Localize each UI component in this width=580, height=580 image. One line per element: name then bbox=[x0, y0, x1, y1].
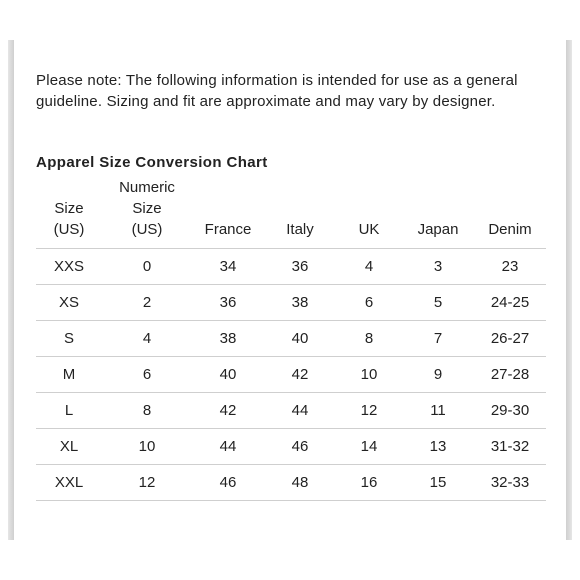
chart-title: Apparel Size Conversion Chart bbox=[36, 154, 268, 171]
table-row bbox=[36, 429, 546, 465]
cell-italy: 38 bbox=[264, 285, 336, 321]
table-row bbox=[36, 321, 546, 357]
cell-size: XXS bbox=[36, 249, 102, 285]
cell-denim: 32-33 bbox=[474, 465, 546, 501]
cell-denim: 27-28 bbox=[474, 357, 546, 393]
header-line: France bbox=[204, 221, 252, 238]
header-line: (US) bbox=[53, 221, 85, 238]
header-size-us bbox=[36, 177, 102, 249]
cell-numeric: 8 bbox=[102, 393, 192, 429]
cell-denim: 26-27 bbox=[474, 321, 546, 357]
cell-italy: 40 bbox=[264, 321, 336, 357]
cell-japan: 3 bbox=[402, 249, 474, 285]
header-line: (US) bbox=[131, 221, 163, 238]
header-line: Denim bbox=[488, 221, 532, 238]
cell-france: 34 bbox=[192, 249, 264, 285]
cell-size: XL bbox=[36, 429, 102, 465]
cell-japan: 13 bbox=[402, 429, 474, 465]
header-line: Size bbox=[54, 200, 84, 217]
table-row bbox=[36, 393, 546, 429]
table-row bbox=[36, 465, 546, 501]
cell-numeric: 12 bbox=[102, 465, 192, 501]
cell-france: 40 bbox=[192, 357, 264, 393]
header-italy bbox=[264, 177, 336, 249]
header-denim bbox=[474, 177, 546, 249]
cell-japan: 7 bbox=[402, 321, 474, 357]
cell-size: XS bbox=[36, 285, 102, 321]
cell-denim: 31-32 bbox=[474, 429, 546, 465]
cell-france: 44 bbox=[192, 429, 264, 465]
cell-japan: 5 bbox=[402, 285, 474, 321]
cell-japan: 11 bbox=[402, 393, 474, 429]
cell-italy: 46 bbox=[264, 429, 336, 465]
cell-uk: 6 bbox=[336, 285, 402, 321]
cell-numeric: 4 bbox=[102, 321, 192, 357]
header-line: Size bbox=[132, 200, 162, 217]
cell-italy: 42 bbox=[264, 357, 336, 393]
cell-size: S bbox=[36, 321, 102, 357]
content bbox=[36, 70, 546, 501]
cell-uk: 16 bbox=[336, 465, 402, 501]
cell-numeric: 0 bbox=[102, 249, 192, 285]
cell-uk: 4 bbox=[336, 249, 402, 285]
header-numeric-size-us bbox=[102, 177, 192, 249]
header-france bbox=[192, 177, 264, 249]
cell-denim: 29-30 bbox=[474, 393, 546, 429]
cell-japan: 9 bbox=[402, 357, 474, 393]
header-uk bbox=[336, 177, 402, 249]
header-line: Japan bbox=[417, 221, 459, 238]
cell-japan: 15 bbox=[402, 465, 474, 501]
cell-numeric: 2 bbox=[102, 285, 192, 321]
cell-uk: 14 bbox=[336, 429, 402, 465]
cell-size: XXL bbox=[36, 465, 102, 501]
cell-numeric: 10 bbox=[102, 429, 192, 465]
cell-uk: 12 bbox=[336, 393, 402, 429]
cell-size: L bbox=[36, 393, 102, 429]
cell-italy: 48 bbox=[264, 465, 336, 501]
cell-france: 36 bbox=[192, 285, 264, 321]
left-border bbox=[8, 40, 14, 540]
table-row bbox=[36, 357, 546, 393]
cell-italy: 36 bbox=[264, 249, 336, 285]
cell-italy: 44 bbox=[264, 393, 336, 429]
header-line: Numeric bbox=[119, 179, 175, 196]
cell-denim: 23 bbox=[474, 249, 546, 285]
table-row bbox=[36, 285, 546, 321]
guideline-note: Please note: The following information is intended for use as a general guideline. Sizing and fit are approximate and may vary by designer. bbox=[36, 72, 518, 110]
right-border bbox=[566, 40, 572, 540]
size-conversion-table bbox=[36, 177, 546, 501]
cell-france: 46 bbox=[192, 465, 264, 501]
header-line: UK bbox=[358, 221, 380, 238]
table-row bbox=[36, 249, 546, 285]
header-row bbox=[36, 177, 546, 249]
cell-france: 38 bbox=[192, 321, 264, 357]
cell-denim: 24-25 bbox=[474, 285, 546, 321]
header-line: Italy bbox=[286, 221, 314, 238]
cell-uk: 8 bbox=[336, 321, 402, 357]
cell-uk: 10 bbox=[336, 357, 402, 393]
cell-france: 42 bbox=[192, 393, 264, 429]
header-japan bbox=[402, 177, 474, 249]
cell-size: M bbox=[36, 357, 102, 393]
cell-numeric: 6 bbox=[102, 357, 192, 393]
